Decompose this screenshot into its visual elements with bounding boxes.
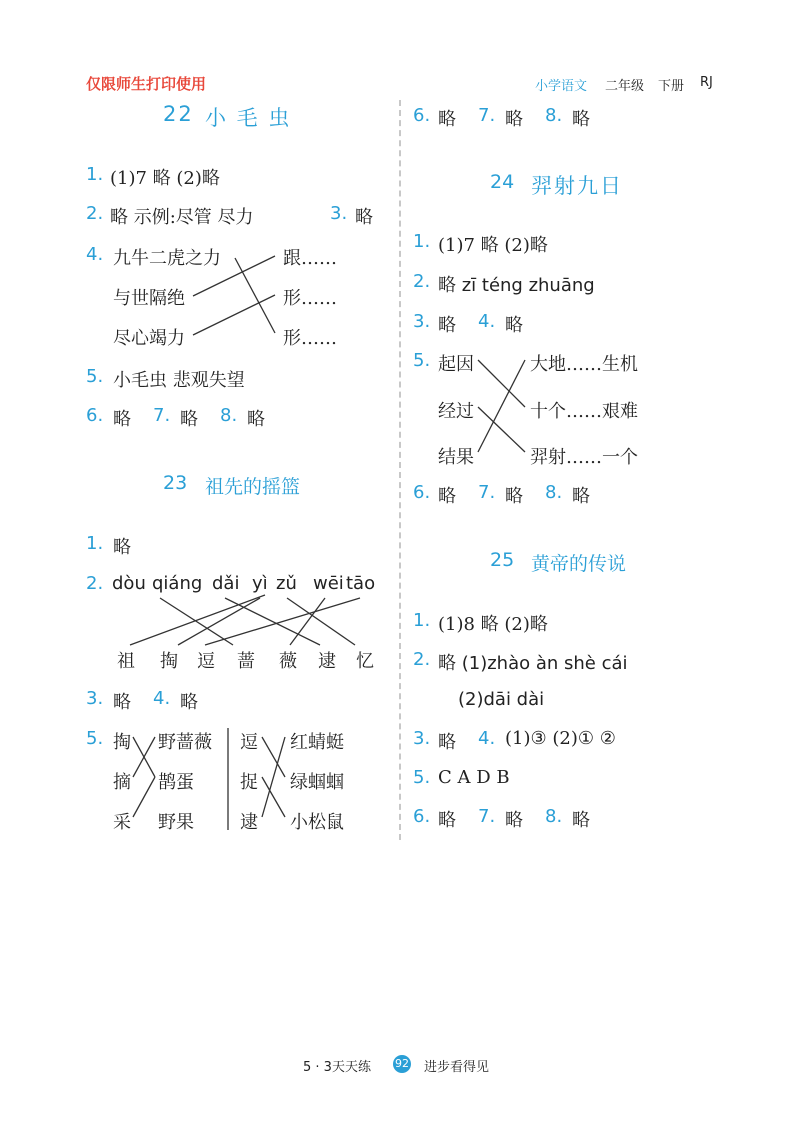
lesson-24-title: 羿射九日 xyxy=(531,174,623,198)
q-number: 1. xyxy=(413,231,431,252)
answer-text: 略 (1)zhào àn shè cái xyxy=(438,653,628,674)
lesson-23-title: 祖先的摇篮 xyxy=(205,476,301,498)
q-number: 5. xyxy=(86,728,104,749)
match-line xyxy=(178,598,260,645)
match-left-item: 逮 xyxy=(240,812,258,833)
q-number: 1. xyxy=(86,164,104,185)
answer-text: 略 xyxy=(113,537,131,558)
pinyin-item: tāo xyxy=(346,573,376,594)
match-line xyxy=(193,295,275,335)
lesson-24-number: 24 xyxy=(490,171,515,193)
match-right-item: 绿蝈蝈 xyxy=(290,772,344,793)
q-number: 5. xyxy=(413,767,431,788)
match-line xyxy=(478,360,525,452)
q-number: 4. xyxy=(478,728,496,749)
match-right-item: 十个……艰难 xyxy=(530,401,638,422)
q-number: 8. xyxy=(545,806,563,827)
print-restriction-label: 仅限师生打印使用 xyxy=(86,75,207,93)
q-number: 3. xyxy=(413,311,431,332)
q-number: 7. xyxy=(478,105,496,126)
q-number: 8. xyxy=(545,105,563,126)
answer-text: 略 xyxy=(355,207,373,228)
match-left-item: 尽心竭力 xyxy=(113,328,185,349)
footer-brand: 5 · 3天天练 xyxy=(303,1060,371,1075)
q-number: 4. xyxy=(86,244,104,265)
q-number: 5. xyxy=(86,366,104,387)
match-right-item: 羿射……一个 xyxy=(530,447,638,468)
q-number: 5. xyxy=(413,350,431,371)
match-line xyxy=(287,598,355,645)
answer-text: 略 xyxy=(247,409,265,430)
match-right-item: 野蔷薇 xyxy=(158,732,212,753)
answer-text: 略 xyxy=(505,810,523,831)
match-right-item: 大地……生机 xyxy=(530,354,638,375)
answer-text: 略 xyxy=(113,409,131,430)
char-item: 祖 xyxy=(117,651,135,672)
match-left-item: 捉 xyxy=(240,772,258,793)
answer-text: (1)③ (2)① ② xyxy=(505,728,616,749)
q-number: 3. xyxy=(330,203,348,224)
q-number: 2. xyxy=(86,203,104,224)
q-number: 6. xyxy=(86,405,104,426)
match-line xyxy=(160,598,233,645)
answer-text: (2)dāi dài xyxy=(458,689,545,710)
char-item: 蔷 xyxy=(237,651,255,672)
match-line xyxy=(478,407,525,452)
answer-text: (1)7 略 (2)略 xyxy=(438,235,548,256)
answer-text: 略 xyxy=(438,109,456,130)
match-right-item: 红蜻蜓 xyxy=(290,732,344,753)
match-left-item: 结果 xyxy=(438,447,474,468)
footer-slogan: 进步看得见 xyxy=(424,1060,490,1075)
q-number: 2. xyxy=(413,271,431,292)
match-right-item: 跟…… xyxy=(283,248,337,269)
match-right-item: 形…… xyxy=(283,288,337,309)
lesson-25-number: 25 xyxy=(490,549,515,571)
q-number: 7. xyxy=(153,405,171,426)
answer-text: 略 xyxy=(572,810,590,831)
pinyin-item: yì xyxy=(252,573,268,594)
answer-text: 略 xyxy=(505,109,523,130)
pinyin-item: dòu xyxy=(112,573,146,594)
q-number: 8. xyxy=(545,482,563,503)
grade-label: 二年级 xyxy=(605,79,645,94)
answer-text: C A D B xyxy=(438,767,510,788)
q-number: 7. xyxy=(478,482,496,503)
q-number: 1. xyxy=(86,533,104,554)
answer-text: 略 xyxy=(180,409,198,430)
lesson-23-number: 23 xyxy=(163,472,188,494)
q-number: 6. xyxy=(413,806,431,827)
match-left-item: 与世隔绝 xyxy=(113,288,185,309)
char-item: 逗 xyxy=(197,651,215,672)
match-left-item: 起因 xyxy=(438,354,474,375)
pinyin-item: qiáng xyxy=(152,573,203,594)
match-left-item: 掏 xyxy=(113,732,131,753)
q-number: 4. xyxy=(153,688,171,709)
match-right-item: 小松鼠 xyxy=(290,812,344,833)
edition-label: RJ xyxy=(700,75,713,90)
q-number: 3. xyxy=(86,688,104,709)
lesson-25-title: 黄帝的传说 xyxy=(531,553,627,575)
match-left-item: 摘 xyxy=(113,772,131,793)
match-line xyxy=(262,777,285,817)
match-line xyxy=(205,598,360,645)
match-left-item: 九牛二虎之力 xyxy=(113,248,221,269)
q-number: 6. xyxy=(413,105,431,126)
answer-text: 略 xyxy=(113,692,131,713)
match-right-item: 形…… xyxy=(283,328,337,349)
answer-text: 略 xyxy=(505,315,523,336)
match-line xyxy=(290,598,325,645)
match-line xyxy=(130,595,265,645)
pinyin-item: zǔ xyxy=(276,573,297,594)
match-line xyxy=(133,777,155,817)
match-line xyxy=(235,258,275,333)
answer-text: (1)8 略 (2)略 xyxy=(438,614,548,635)
pinyin-item: dǎi xyxy=(212,573,240,594)
match-left-item: 逗 xyxy=(240,732,258,753)
answer-text: 略 xyxy=(572,109,590,130)
match-right-item: 野果 xyxy=(158,812,194,833)
char-item: 忆 xyxy=(356,651,374,672)
answer-text: 略 xyxy=(438,315,456,336)
q-number: 4. xyxy=(478,311,496,332)
match-line xyxy=(262,737,285,777)
match-line xyxy=(478,360,525,407)
q-number: 2. xyxy=(86,573,104,594)
answer-text: 略 xyxy=(438,810,456,831)
q-number: 3. xyxy=(413,728,431,749)
q-number: 1. xyxy=(413,610,431,631)
lesson-22-number: 22 xyxy=(163,102,194,126)
match-line xyxy=(225,598,320,645)
match-left-item: 经过 xyxy=(438,401,474,422)
answer-text: 略 xyxy=(438,732,456,753)
match-left-item: 采 xyxy=(113,812,131,833)
answer-text: 略 zī téng zhuāng xyxy=(438,275,595,296)
answer-text: 略 xyxy=(505,486,523,507)
answer-text: 小毛虫 悲观失望 xyxy=(113,370,245,391)
char-item: 薇 xyxy=(279,651,297,672)
q-number: 8. xyxy=(220,405,238,426)
char-item: 逮 xyxy=(318,651,336,672)
q-number: 2. xyxy=(413,649,431,670)
q-number: 6. xyxy=(413,482,431,503)
char-item: 掏 xyxy=(160,651,178,672)
match-line xyxy=(262,737,285,817)
match-right-item: 鹊蛋 xyxy=(158,772,194,793)
page-number-badge: 92 xyxy=(393,1055,411,1073)
answer-text: 略 示例:尽管 尽力 xyxy=(110,207,254,228)
lesson-22-title: 小 毛 虫 xyxy=(205,106,292,130)
answer-text: 略 xyxy=(438,486,456,507)
pinyin-item: wēi xyxy=(313,573,344,594)
answer-text: (1)7 略 (2)略 xyxy=(110,168,220,189)
volume-label: 下册 xyxy=(658,79,685,94)
q-number: 7. xyxy=(478,806,496,827)
answer-text: 略 xyxy=(572,486,590,507)
subject-label: 小学语文 xyxy=(535,79,588,94)
answer-text: 略 xyxy=(180,692,198,713)
